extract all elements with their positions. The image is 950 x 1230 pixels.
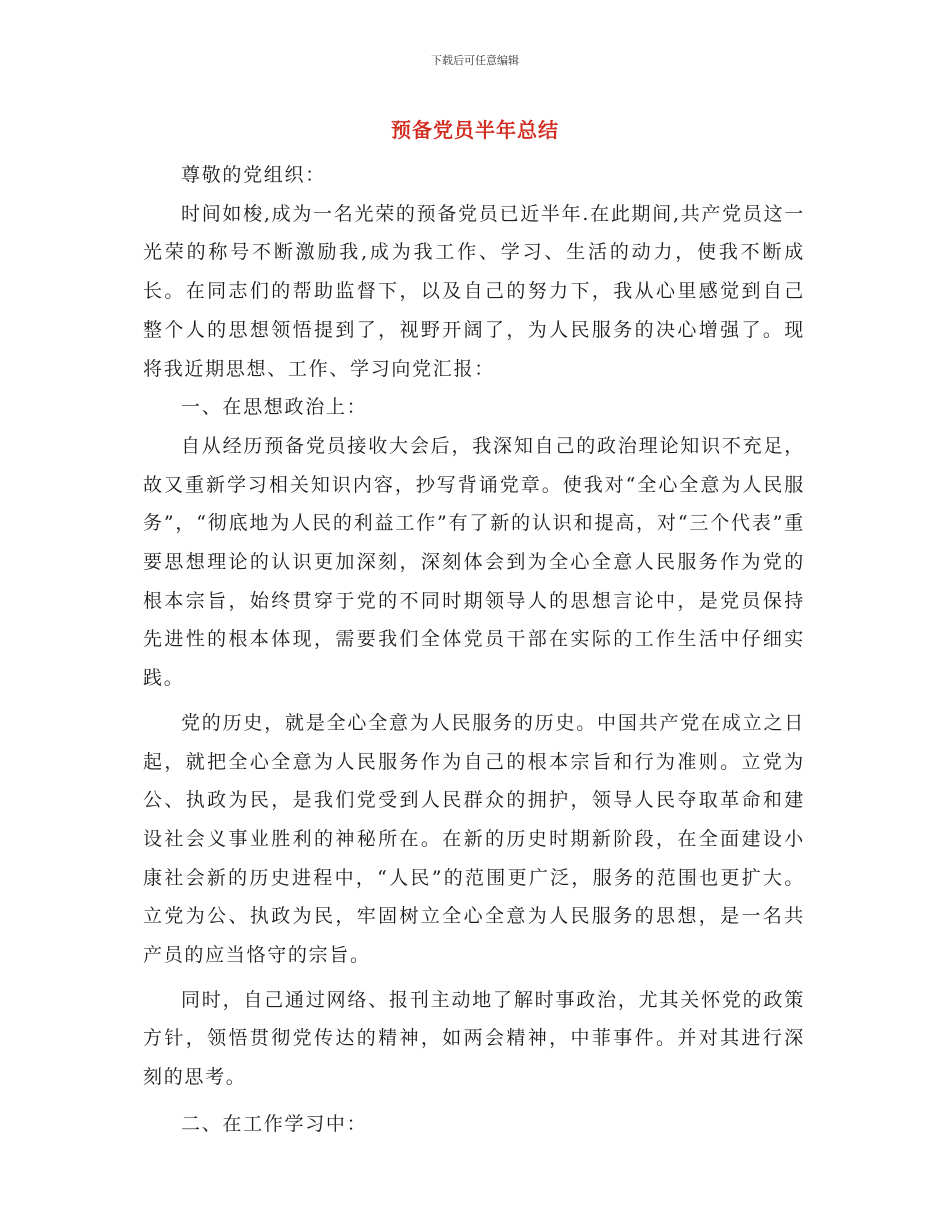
section-heading-2: 二、在工作学习中： [181, 1112, 368, 1135]
document-title: 预备党员半年总结 [391, 118, 559, 142]
section-heading-1: 一、在思想政治上： [181, 396, 368, 419]
paragraph-intro: 时间如梭,成为一名光荣的预备党员已近半年.在此期间,共产党员这一光荣的称号不断激励我,成为我工作、学习、生活的动力，使我不断成长。在同志们的帮助监督下，以及自己的努力下，我从心里感觉到自己整个人的思想领悟提到了，视野开阔了，为人民服务的决心增强了。现将我近期思想、工作、学习向党汇报： [143, 202, 805, 380]
document-body [143, 156, 805, 1144]
paragraph-history: 党的历史，就是全心全意为人民服务的历史。中国共产党在成立之日起，就把全心全意为人民服务作为自己的根本宗旨和行为准则。立党为公、执政为民，是我们党受到人民群众的拥护，领导人民夺取革命和建设社会义事业胜利的神秘所在。在新的历史时期新阶段，在全面建设小康社会新的历史进程中，“人民”的范围更广泛，服务的范围也更扩大。立党为公、执政为民，牢固树立全心全意为人民服务的思想，是一名共产员的应当恪守的宗旨。 [143, 711, 805, 967]
header-note: 下载后可任意编辑 [431, 54, 519, 67]
salutation: 尊敬的党组织： [181, 164, 326, 186]
paragraph-current-affairs: 同时，自己通过网络、报刊主动地了解时事政治，尤其关怀党的政策方针，领悟贯彻党传达的精神，如两会精神，中菲事件。并对其进行深刻的思考。 [143, 988, 805, 1089]
paragraph-ideology: 自从经历预备党员接收大会后，我深知自己的政治理论知识不充足，故又重新学习相关知识内容，抄写背诵党章。使我对“全心全意为人民服务”，“彻底地为人民的利益工作”有了新的认识和提高，对“三个代表”重要思想理论的认识更加深刻，深刻体会到为全心全意人民服务作为党的根本宗旨，始终贯穿于党的不同时期领导人的思想言论中，是党员保持先进性的根本体现，需要我们全体党员干部在实际的工作生活中仔细实践。 [143, 434, 805, 690]
